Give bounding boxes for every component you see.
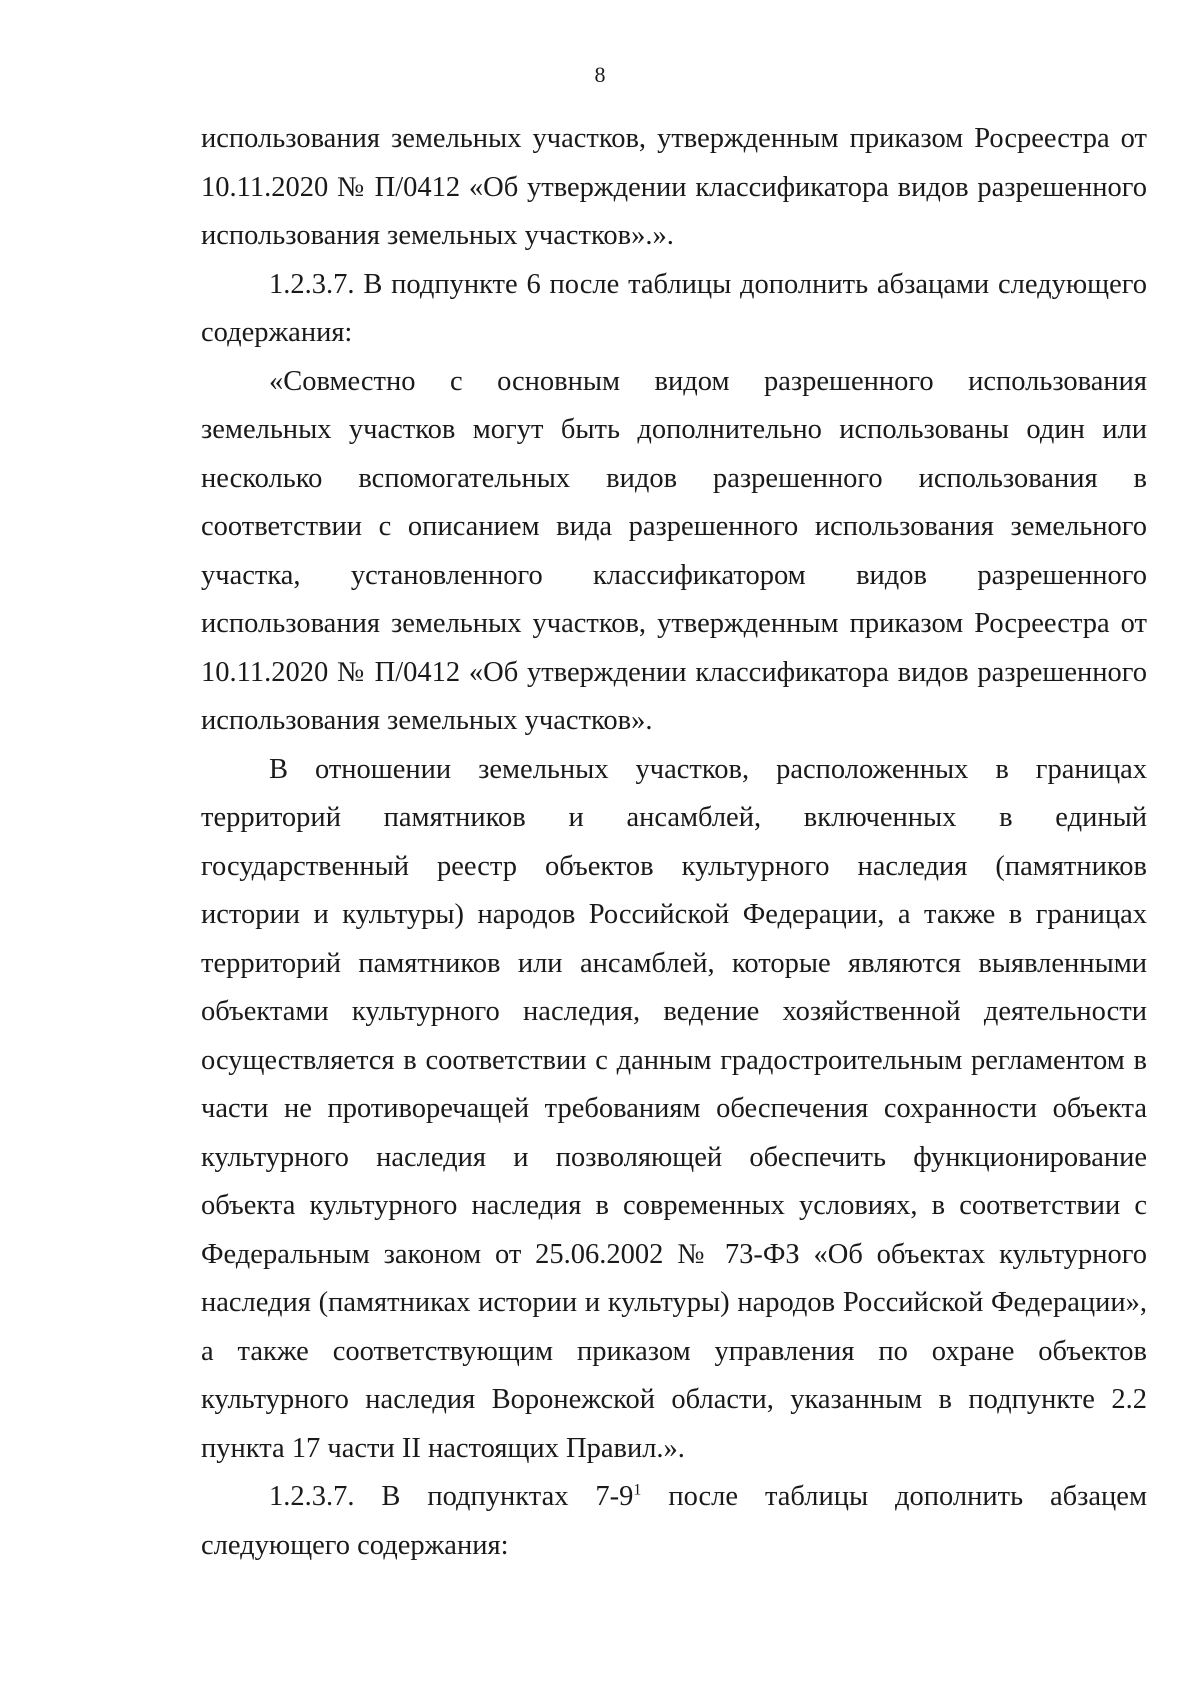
page-number: 8 [594, 62, 606, 87]
superscript: 1 [633, 1481, 642, 1499]
paragraph-continuation: использования земельных участков, утвержденным приказом Росреестра от 10.11.2020 № П/0412 «Об утверждении классификатора видов разрешенного использования земельных участков».». [201, 123, 1147, 251]
document-body [201, 115, 1147, 1570]
paragraph-amendment-subitem-6: 1.2.3.7. В подпункте 6 после таблицы дополнить абзацами следующего содержания: [201, 268, 1147, 348]
paragraph-cultural-heritage: В отношении земельных участков, расположенных в границах территорий памятников и ансамблей, включенных в единый государственный реестр объектов культурного наследия (памятников истории и культуры) народов Российской Федерации, а также в границах территорий памятников или ансамблей, которые являются выявленными объектами культурного наследия, ведение хозяйственной деятельности осуществляется в соответствии с данным градостроительным регламентом в части не противоречащей требованиям обеспечения сохранности объекта культурного наследия и позволяющей обеспечить функционирование объекта культурного наследия в современных условиях, в соответствии с Федеральным законом от 25.06.2002 № 73-ФЗ «Об объектах культурного наследия (памятниках истории и культуры) народов Российской Федерации», а также соответствующим приказом управления по охране объектов культурного наследия Воронежской области, указанным в подпункте 2.2 пункта 17 части II настоящих Правил.». [201, 753, 1147, 1464]
paragraph-tail: после таблицы дополнить абзацем следующего содержания: [201, 1481, 1147, 1561]
paragraph-auxiliary-use: «Совместно с основным видом разрешенного использования земельных участков могут быть дополнительно использованы один или несколько вспомогательных видов разрешенного использования в соответствии с описанием вида разрешенного использования земельного участка, установленного классификатором видов разрешенного использования земельных участков, утвержденным приказом Росреестра от 10.11.2020 № П/0412 «Об утверждении классификатора видов разрешенного использования земельных участков». [201, 365, 1147, 736]
paragraph-amendment-subitems-7-9 [201, 1473, 1147, 1570]
paragraph-lead: 1.2.3.7. В подпунктах 7-9 [269, 1481, 634, 1512]
